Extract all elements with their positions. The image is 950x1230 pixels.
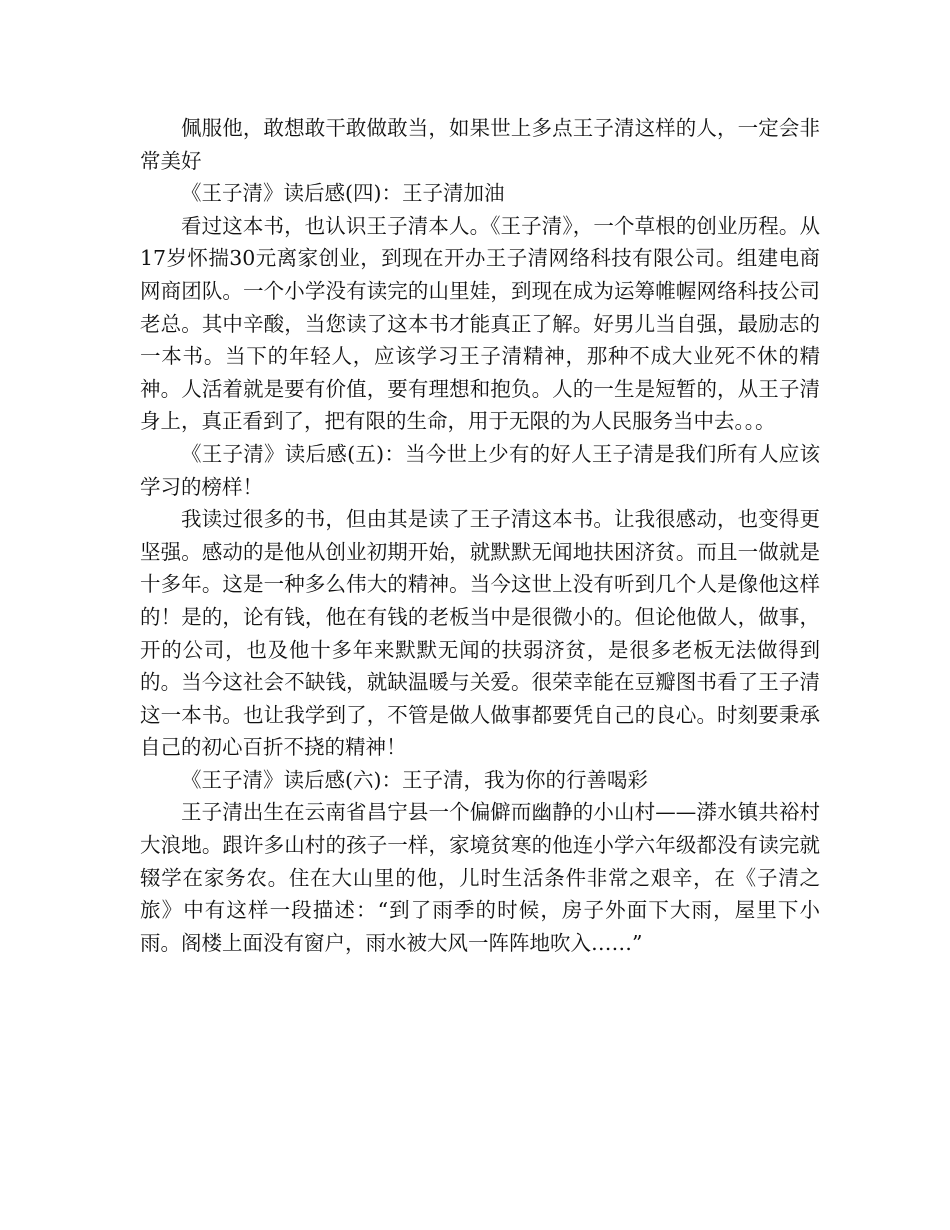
document-page (140, 112, 820, 959)
heading-review-4: 《王子清》读后感(四)：王子清加油 (181, 181, 505, 206)
paragraph-review-6-body: 王子清出生在云南省昌宁县一个偏僻而幽静的小山村——漭水镇共裕村大浪地。跟许多山村的孩子一样，家境贫寒的他连小学六年级都没有读完就辍学在家务农。住在大山里的他，儿时生活条件非常之艰辛，在《子清之旅》中有这样一段描述：“到了雨季的时候，房子外面下大雨，屋里下小雨。阁楼上面没有窗户，雨水被大风一阵阵地吹入……” (140, 800, 820, 955)
paragraph-continuation: 佩服他，敢想敢干敢做敢当，如果世上多点王子清这样的人，一定会非常美好 (140, 116, 820, 173)
paragraph-review-5-body: 我读过很多的书，但由其是读了王子清这本书。让我很感动，也变得更坚强。感动的是他从创业初期开始，就默默无闻地扶困济贫。而且一做就是十多年。这是一种多么伟大的精神。当今这世上没有听到几个人是像他这样的！是的，论有钱，他在有钱的老板当中是很微小的。但论他做人，做事，开的公司，也及他十多年来默默无闻的扶弱济贫，是很多老板无法做得到的。当今这社会不缺钱，就缺温暖与关爱。很荣幸能在豆瓣图书看了王子清这一本书。也让我学到了，不管是做人做事都要凭自己的良心。时刻要秉承自己的初心百折不挠的精神！ (140, 507, 820, 760)
heading-review-6: 《王子清》读后感(六)：王子清，我为你的行善喝彩 (181, 767, 648, 792)
heading-review-5: 《王子清》读后感(五)：当今世上少有的好人王子清是我们所有人应该学习的榜样！ (140, 441, 820, 499)
paragraph-review-4-body: 看过这本书，也认识王子清本人。《王子清》，一个草根的创业历程。从17岁怀揣30元离家创业，到现在开办王子清网络科技有限公司。组建电商网商团队。一个小学没有读完的山里娃，到现在成为运筹帷幄网络科技公司老总。其中辛酸，当您读了这本书才能真正了解。好男儿当自强，最励志的一本书。当下的年轻人，应该学习王子清精神，那种不成大业死不休的精神。人活着就是要有价值，要有理想和抱负。人的一生是短暂的，从王子清身上，真正看到了，把有限的生命，用于无限的为人民服务当中去。。。 (140, 213, 820, 434)
